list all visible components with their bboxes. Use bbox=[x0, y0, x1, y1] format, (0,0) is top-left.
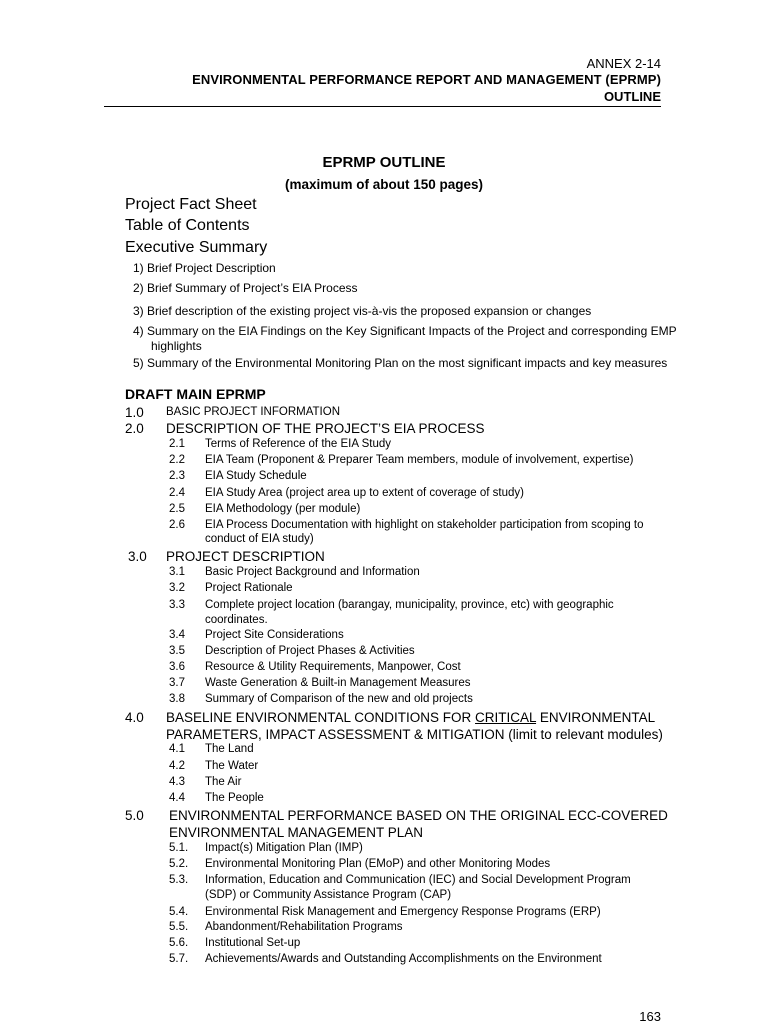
draft-heading: DRAFT MAIN EPRMP bbox=[125, 386, 266, 402]
subsection-text-continuation: coordinates. bbox=[205, 614, 268, 626]
executive-item: 2) Brief Summary of Project’s EIA Process bbox=[133, 281, 358, 295]
subsection-text: EIA Process Documentation with highlight on stakeholder participation from scoping to bbox=[205, 519, 644, 531]
section-title bbox=[166, 710, 655, 725]
subsection-text: Terms of Reference of the EIA Study bbox=[205, 438, 392, 450]
subsection-number: 3.7 bbox=[169, 677, 185, 689]
subsection-text: Information, Education and Communication (IEC) and Social Development Program bbox=[205, 874, 631, 886]
section-number: 4.0 bbox=[125, 710, 144, 725]
subsection-text: Impact(s) Mitigation Plan (IMP) bbox=[205, 842, 363, 854]
subsection-text: Project Site Considerations bbox=[205, 629, 344, 641]
subsection-text-continuation: conduct of EIA study) bbox=[205, 533, 314, 545]
subsection-text: EIA Study Area (project area up to extent of coverage of study) bbox=[205, 487, 524, 499]
subsection-number: 5.4. bbox=[169, 906, 189, 918]
subsection-number: 3.6 bbox=[169, 661, 185, 673]
header-divider bbox=[104, 106, 661, 107]
subsection-number: 2.1 bbox=[169, 438, 185, 450]
executive-item: 1) Brief Project Description bbox=[133, 261, 276, 275]
subsection-text: The Air bbox=[205, 776, 242, 788]
subsection-text: Complete project location (barangay, municipality, province, etc) with geographic bbox=[205, 599, 614, 611]
subsection-number: 5.6. bbox=[169, 937, 189, 949]
subsection-number: 2.2 bbox=[169, 454, 185, 466]
subsection-number: 3.8 bbox=[169, 693, 185, 705]
executive-item: 4) Summary on the EIA Findings on the Key Significant Impacts of the Project and corresponding EMP bbox=[133, 324, 677, 338]
subsection-text: The People bbox=[205, 792, 264, 804]
section-title-continuation: ENVIRONMENTAL MANAGEMENT PLAN bbox=[169, 825, 424, 840]
subsection-text: EIA Methodology (per module) bbox=[205, 503, 361, 515]
page-number: 163 bbox=[639, 1009, 661, 1024]
subsection-number: 5.3. bbox=[169, 874, 189, 886]
subsection-text: The Water bbox=[205, 760, 259, 772]
section-number: 2.0 bbox=[125, 421, 144, 436]
subsection-number: 3.4 bbox=[169, 629, 185, 641]
subsection-number: 3.1 bbox=[169, 566, 185, 578]
section-title-underlined: CRITICAL bbox=[475, 710, 537, 725]
section-number: 5.0 bbox=[125, 808, 144, 823]
document-title-line1: ENVIRONMENTAL PERFORMANCE REPORT AND MANAGEMENT (EPRMP) bbox=[192, 72, 661, 87]
section-title: ENVIRONMENTAL PERFORMANCE BASED ON THE ORIGINAL ECC-COVERED bbox=[169, 808, 668, 823]
subsection-number: 4.3 bbox=[169, 776, 185, 788]
annex-label: ANNEX 2-14 bbox=[586, 56, 661, 71]
subsection-text: Achievements/Awards and Outstanding Accomplishments on the Environment bbox=[205, 953, 602, 965]
subsection-number: 5.5. bbox=[169, 921, 189, 933]
executive-item: 3) Brief description of the existing project vis-à-vis the proposed expansion or changes bbox=[133, 304, 592, 318]
subsection-text: Resource & Utility Requirements, Manpower, Cost bbox=[205, 661, 461, 673]
subsection-number: 2.5 bbox=[169, 503, 185, 515]
section-number: 1.0 bbox=[125, 405, 144, 420]
front-matter-item: Table of Contents bbox=[125, 217, 250, 234]
subsection-text: Summary of Comparison of the new and old projects bbox=[205, 693, 473, 705]
section-title: DESCRIPTION OF THE PROJECT’S EIA PROCESS bbox=[166, 421, 485, 436]
subsection-number: 5.2. bbox=[169, 858, 189, 870]
section-title: BASIC PROJECT INFORMATION bbox=[166, 406, 341, 418]
subsection-text: Environmental Monitoring Plan (EMoP) and other Monitoring Modes bbox=[205, 858, 551, 870]
subsection-number: 2.4 bbox=[169, 487, 185, 499]
executive-item: 5) Summary of the Environmental Monitoring Plan on the most significant impacts and key measures bbox=[133, 356, 668, 370]
executive-item-continuation: highlights bbox=[151, 339, 202, 353]
subsection-number: 5.1. bbox=[169, 842, 189, 854]
subsection-number: 3.3 bbox=[169, 599, 185, 611]
subsection-text-continuation: (SDP) or Community Assistance Program (CAP) bbox=[205, 889, 452, 901]
subsection-number: 2.3 bbox=[169, 470, 185, 482]
subsection-number: 3.2 bbox=[169, 582, 185, 594]
subsection-text: Institutional Set-up bbox=[205, 937, 301, 949]
subsection-number: 2.6 bbox=[169, 519, 185, 531]
section-title-part: BASELINE ENVIRONMENTAL CONDITIONS FOR bbox=[166, 710, 476, 725]
subsection-text: EIA Study Schedule bbox=[205, 470, 307, 482]
front-matter-item: Project Fact Sheet bbox=[125, 196, 257, 213]
outline-title: EPRMP OUTLINE bbox=[322, 154, 446, 171]
subsection-number: 4.2 bbox=[169, 760, 185, 772]
subsection-text: Basic Project Background and Information bbox=[205, 566, 420, 578]
subsection-text: The Land bbox=[205, 743, 254, 755]
subsection-text: Environmental Risk Management and Emergency Response Programs (ERP) bbox=[205, 906, 601, 918]
subsection-number: 4.1 bbox=[169, 743, 185, 755]
front-matter-item: Executive Summary bbox=[125, 239, 268, 256]
subsection-number: 5.7. bbox=[169, 953, 189, 965]
section-title-part: ENVIRONMENTAL bbox=[536, 710, 656, 725]
subsection-text: EIA Team (Proponent & Preparer Team members, module of involvement, expertise) bbox=[205, 454, 634, 466]
subsection-text: Project Rationale bbox=[205, 582, 293, 594]
subsection-number: 3.5 bbox=[169, 645, 185, 657]
outline-subtitle: (maximum of about 150 pages) bbox=[284, 177, 484, 192]
subsection-text: Description of Project Phases & Activities bbox=[205, 645, 415, 657]
document-title-line2: OUTLINE bbox=[603, 89, 661, 104]
subsection-text: Waste Generation & Built-in Management Measures bbox=[205, 677, 471, 689]
section-number: 3.0 bbox=[128, 549, 147, 564]
subsection-text: Abandonment/Rehabilitation Programs bbox=[205, 921, 403, 933]
section-title-continuation: PARAMETERS, IMPACT ASSESSMENT & MITIGATION (limit to relevant modules) bbox=[166, 727, 663, 742]
subsection-number: 4.4 bbox=[169, 792, 185, 804]
section-title: PROJECT DESCRIPTION bbox=[166, 549, 325, 564]
